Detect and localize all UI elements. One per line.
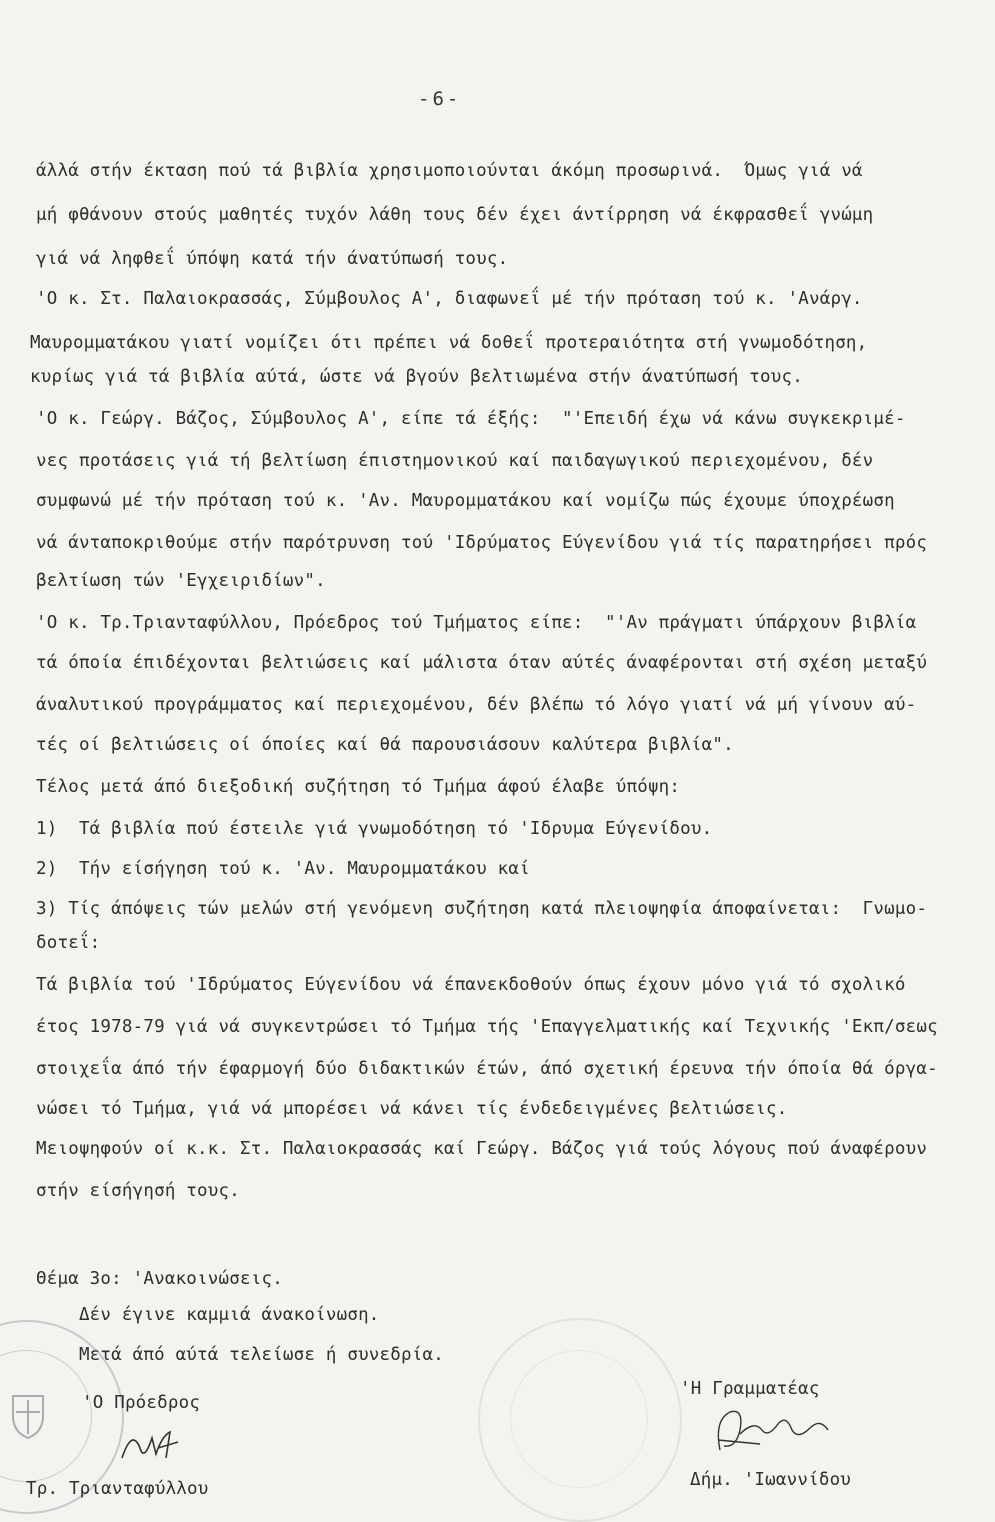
body-line: 2) Τήν είσήγηση τού κ. 'Αν. Μαυρομματάκου καί <box>36 859 530 879</box>
signature-left-name: Τρ. Τριανταφύλλου <box>26 1479 209 1499</box>
body-line: γιά νά ληφθεΐ ύπόψη κατά τήν άνατύπωσή τους. <box>36 249 509 269</box>
body-line: Μετά άπό αύτά τελείωσε ή συνεδρία. <box>36 1345 444 1365</box>
body-line: νά άνταποκριθούμε στήν παρότρυνση τού 'Ιδρύματος Εύγενίδου γιά τίς παρατηρήσει πρός <box>36 533 928 553</box>
body-line: Τά βιβλία τού 'Ιδρύματος Εύγενίδου νά έπανεκδοθούν όπως έχουν μόνο γιά τό σχολικό <box>36 975 906 995</box>
signature-right-name: Δήμ. 'Ιωαννίδου <box>690 1470 852 1490</box>
body-line: Μαυρομματάκου γιατί νομίζει ότι πρέπει νά δοθεΐ προτεραιότητα στή γνωμοδότηση, <box>30 333 868 353</box>
body-line: νες προτάσεις γιά τή βελτίωση έπιστημονικού καί παιδαγωγικού περιεχομένου, δέν <box>36 451 874 471</box>
signature-right-title: 'Η Γραμματέας <box>680 1379 820 1399</box>
body-line: 'Ο κ. Στ. Παλαιοκρασσάς, Σύμβουλος Α', διαφωνεΐ μέ τήν πρόταση τού κ. 'Ανάργ. <box>36 289 863 309</box>
coat-of-arms-icon <box>8 1392 48 1440</box>
body-line: νώσει τό Τμήμα, γιά νά μπορέσει νά κάνει τίς ένδεδειγμένες βελτιώσεις. <box>36 1099 788 1119</box>
body-line: τά όποία έπιδέχονται βελτιώσεις καί μάλιστα όταν αύτές άναφέρονται στή σχέση μεταξύ <box>36 653 928 673</box>
body-line: συμφωνώ μέ τήν πρόταση τού κ. 'Αν. Μαυρομματάκου καί νομίζω πώς έχουμε ύποχρέωση <box>36 491 895 511</box>
official-stamp-right <box>478 1318 682 1522</box>
body-line: τές οί βελτιώσεις οί όποίες καί θά παρουσιάσουν καλύτερα βιβλία". <box>36 735 734 755</box>
body-line: έτος 1978-79 γιά νά συγκεντρώσει τό Τμήμα τής 'Επαγγελματικής καί Τεχνικής 'Εκπ/σεως <box>36 1017 938 1037</box>
body-line: 'Ο κ. Γεώργ. Βάζος, Σύμβουλος Α', είπε τά έξής: "'Επειδή έχω νά κάνω συγκεκριμέ- <box>36 409 906 429</box>
body-line: δοτεΐ: <box>36 933 101 953</box>
body-line: Μειοψηφούν οί κ.κ. Στ. Παλαιοκρασσάς καί Γεώργ. Βάζος γιά τούς λόγους πού άναφέρουν <box>36 1139 928 1159</box>
body-line: άναλυτικού προγράμματος καί περιεχομένου, δέν βλέπω τό λόγο γιατί νά μή γίνουν αύ- <box>36 695 917 715</box>
handwritten-signature-right <box>700 1400 860 1460</box>
signature-left-title: 'Ο Πρόεδρος <box>82 1393 201 1413</box>
body-line: κυρίως γιά τά βιβλία αύτά, ώστε νά βγούν βελτιωμένα στήν άνατύπωσή τους. <box>30 367 803 387</box>
body-line: Θέμα 3ο: 'Ανακοινώσεις. <box>36 1269 283 1289</box>
body-line: Δέν έγινε καμμιά άνακοίνωση. <box>36 1305 380 1325</box>
body-line: στοιχεΐα άπό τήν έφαρμογή δύο διδακτικών έτών, άπό σχετική έρευνα τήν όποία θά όργα- <box>36 1059 938 1079</box>
handwritten-signature-left <box>112 1418 192 1468</box>
body-line: 1) Τά βιβλία πού έστειλε γιά γνωμοδότηση τό 'Ιδρυμα Εύγενίδου. <box>36 819 713 839</box>
page-number: -6- <box>418 88 462 110</box>
body-line: μή φθάνουν στούς μαθητές τυχόν λάθη τους δέν έχει άντίρρηση νά έκφρασθεΐ γνώμη <box>36 205 874 225</box>
body-line: βελτίωση τών 'Εγχειριδίων". <box>36 571 326 591</box>
body-line: στήν είσήγησή τους. <box>36 1181 240 1201</box>
body-line: 3) Τίς άπόψεις τών μελών στή γενόμενη συζήτηση κατά πλειοψηφία άποφαίνεται: Γνωμο- <box>36 899 928 919</box>
body-line: 'Ο κ. Τρ.Τριανταφύλλου, Πρόεδρος τού Τμήματος είπε: "'Αν πράγματι ύπάρχουν βιβλία <box>36 613 917 633</box>
body-line: άλλά στήν έκταση πού τά βιβλία χρησιμοποιούνται άκόμη προσωρινά. Όμως γιά νά <box>36 161 863 181</box>
body-line: Τέλος μετά άπό διεξοδική συζήτηση τό Τμήμα άφού έλαβε ύπόψη: <box>36 777 681 797</box>
